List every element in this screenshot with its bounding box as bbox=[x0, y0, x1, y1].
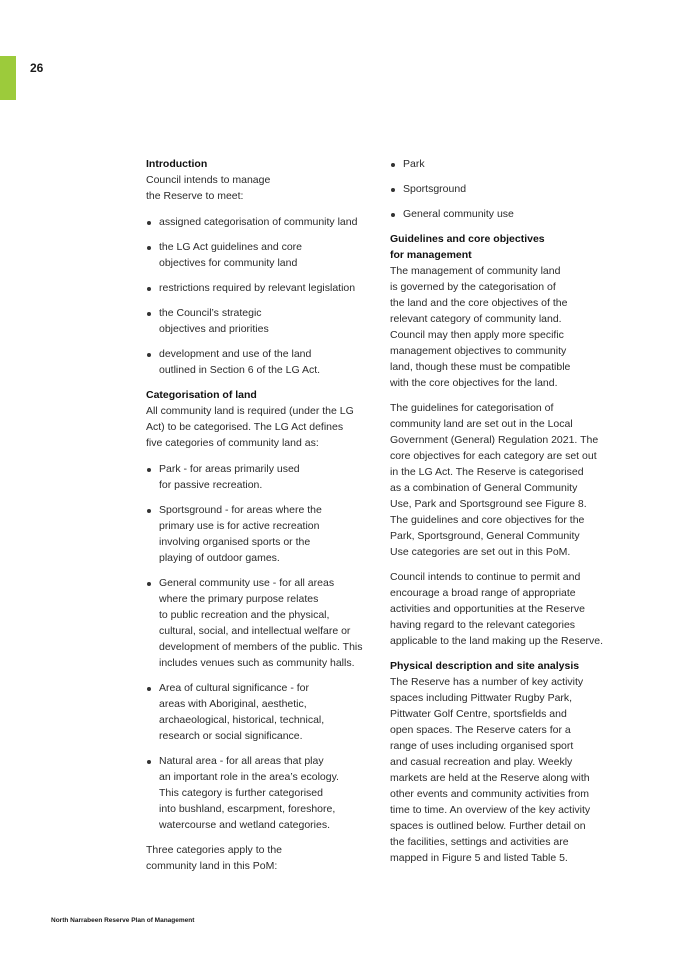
left-column bbox=[146, 156, 374, 883]
page-number: 26 bbox=[30, 61, 44, 75]
category-list bbox=[146, 461, 374, 833]
closing-text: Three categories apply to the community land in this PoM: bbox=[146, 844, 282, 872]
introduction-heading: Introduction bbox=[146, 158, 208, 170]
list-item: restrictions required by relevant legislation bbox=[146, 280, 374, 296]
physical-description-text: The Reserve has a number of key activity spaces including Pittwater Rugby Park, Pittwater Golf Centre, sportsfields and open spaces. The Reserve caters for a range of uses including organised sport and casual recreation and play. Weekly markets are held at the Reserve along with other events and community activities from time to time. An overview of the key activity spaces is outlined below. Further detail on the facilities, settings and activities are mapped in Figure 5 and listed Table 5. bbox=[390, 676, 591, 864]
list-item: the LG Act guidelines and core objectives for community land bbox=[146, 239, 374, 271]
list-item: Natural area - for all areas that play an important role in the area’s ecology. This category is further categorised into bushland, escarpment, foreshore, watercourse and wetland categories. bbox=[146, 753, 374, 833]
list-item: development and use of the land outlined in Section 6 of the LG Act. bbox=[146, 346, 374, 378]
introduction-text: Council intends to manage the Reserve to meet: bbox=[146, 174, 271, 202]
applicable-categories-list bbox=[390, 156, 610, 222]
guidelines-paragraph: The guidelines for categorisation of community land are set out in the Local Government (General) Regulation 2021. The core objectives for each category are set out in the LG Act. The Reserve is categorised as a combination of General Community Use, Park and Sportsground see Figure 8. The guidelines and core objectives for the Park, Sportsground, General Community Use categories are set out in this PoM. bbox=[390, 402, 599, 558]
list-item: the Council’s strategic objectives and priorities bbox=[146, 305, 374, 337]
list-item: General community use bbox=[390, 206, 610, 222]
list-item: Park bbox=[390, 156, 610, 172]
categorisation-heading: Categorisation of land bbox=[146, 389, 257, 401]
physical-description-heading: Physical description and site analysis bbox=[390, 660, 580, 672]
list-item: assigned categorisation of community land bbox=[146, 214, 374, 230]
guidelines-paragraph: Council intends to continue to permit and encourage a broad range of appropriate activities and opportunities at the Reserve having regard to the relevant categories applicable to the land making up the Reserve. bbox=[390, 571, 604, 647]
list-item: Sportsground bbox=[390, 181, 610, 197]
categorisation-text: All community land is required (under the LG Act) to be categorised. The LG Act defines five categories of community land as: bbox=[146, 405, 354, 449]
guidelines-heading: Guidelines and core objectives for management bbox=[390, 233, 545, 261]
right-column bbox=[390, 156, 610, 875]
document-footer: North Narrabeen Reserve Plan of Management bbox=[51, 917, 195, 924]
list-item: Sportsground - for areas where the primary use is for active recreation involving organised sports or the playing of outdoor games. bbox=[146, 502, 374, 566]
list-item: General community use - for all areas where the primary purpose relates to public recreation and the physical, cultural, social, and intellectual welfare or development of members of the public. This includes venues such as community halls. bbox=[146, 575, 374, 671]
list-item: Area of cultural significance - for areas with Aboriginal, aesthetic, archaeological, historical, technical, research or social significance. bbox=[146, 680, 374, 744]
list-item: Park - for areas primarily used for passive recreation. bbox=[146, 461, 374, 493]
page-accent-tab bbox=[0, 56, 16, 100]
guidelines-paragraph: The management of community land is governed by the categorisation of the land and the core objectives of the relevant category of community land. Council may then apply more specific management objectives to community land, though these must be compatible with the core objectives for the land. bbox=[390, 265, 571, 389]
introduction-list bbox=[146, 214, 374, 378]
